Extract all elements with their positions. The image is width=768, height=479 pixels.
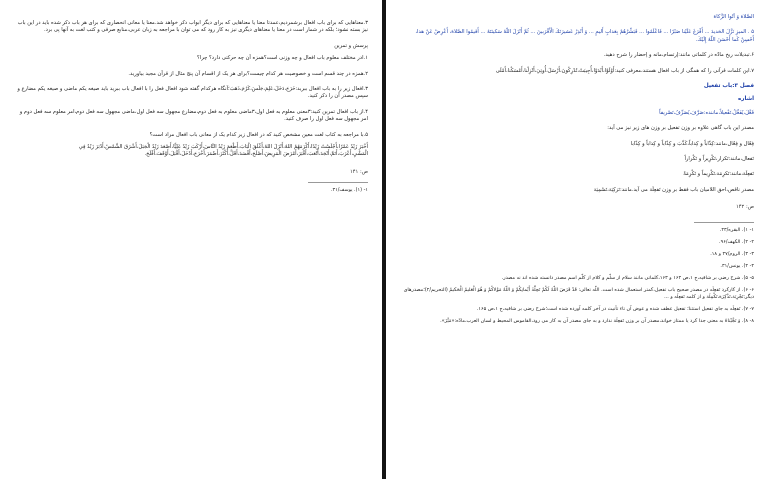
exercises-title: پرسش و تمرین (334, 42, 368, 49)
top-ayah-line: الصَّلاةَ وَ آتُوا الزَّكاةَ (713, 14, 754, 20)
footnote-6: ۶- ۶). از کارکرد تَفعِلَه در مصدر صحیح باب تفعیل،کمتر استعمال شده است. اللّه تعالی: قَدْ فَرَضَ اللّهُ لَكُمْ تَحِلَّةَ أَيْمانِكُمْ وَ اللّهُ مَوْلاكُمْ وَ هُوَ الْعَليمُ الْحَكيمُ (التحریم/۲)؛مصدرهای دیگر:تَجْرِبَة،تَذْكِرَة،تَكْمِلَة و از کلمه تَفعِلَه و ... (403, 286, 754, 300)
right-paragraph-1: ۵ . الميزِ نَزَّلَ الحَديدَ ... أَفْرَغَ عَلَيْنا صَبْرًا ... فَاعْلَمُوا ... فَبَشِّرْهُمْ بِعَذابٍ أَليمٍ ... وَ أَنْذِرْ عَشيرَتَكَ الْأَقْرَبينَ ... ثُمَّ أَنْزَلَ اللّهُ سَكينَتَهُ ... أَقيمُوا الصَّلاةَ، أَعْرِضْ عَنْ هذا، أَحْسِنْ كَما أَحْسَنَ اللّهُ إِلَيْكَ. (415, 29, 754, 43)
left-page-content (16, 20, 368, 199)
chapter-heading: فصل ۳:باب تفعیل (703, 83, 754, 90)
footnote-7: ۷- ۷). تَفعِلَه به جای تفعیل استثنا؛ تفعیل عطف شده و عوض آن تاء تأنیث در آخر کلمه آورده شده است؛شرح رضی بر شافیه،ج ۱،ص ۱۶۵. (476, 305, 754, 312)
section-subheading: اشاره (737, 96, 754, 103)
footnote-3: ۳- ۳). الروم/۴۷ و ۱۸. (710, 250, 754, 257)
left-paragraph-4: ۳.افعال زیر را به باب افعال ببرید:خَرَجَ،دَخَلَ،عَلِمَ،جَلَسَ،کَرُمَ،ذَهَبَ؛آنگاه هرکدام گفته شود افعال فعل را با افعال باب ببرید باید صیغه یکم ماضی و صیغه یکم مضارع و سپس مصدر آن را ذکر کنید. (17, 86, 368, 100)
left-paragraph-2: ۱.ادر مختلف معلوم باب افعال و چه وزنی است؟همزه آن چه حرکتی دارد؟ چرا؟ (197, 55, 368, 62)
footnote-8: ۸- ۸). وَ نَجَّيْناهُ به معنی جدا کرد یا ممتاز خواند،مصدر آن بر وزن تَفعِلَة ندارد و به جای مصدر آن به کار می رود،القاموس المحیط و لسان العرب،مادّه:«مَيَّزَ». (440, 317, 754, 324)
footnote-divider (694, 222, 754, 223)
right-page-content (402, 14, 754, 330)
body-line-3: تَفعال،مانند:تَكرار،تَكْرِيراً و تَكْراراً (684, 156, 754, 163)
left-paragraph-1: ۳.معناهایی که برای باب افعال برشمردیم،عمدتا معنا یا معناهایی که برای دیگر ابواب ذکر خواهد شد.معنا یا معانی انحصاری که برای هر باب ذکر شده باید در این باب نیز بسته نشود؛ بلکه در شمار است در معنا یا معناهای دیگری نیز به کار رود که می توان با مراجعه به زبان عربی،منابع صرفی و کتب لغت به آنها پی برد. (17, 20, 368, 34)
footnote-divider (308, 182, 368, 183)
body-line-4: تَفعِلَة،مانند:تَكرِمَة،تَكْرِيماً و تَكْرِمَةً (683, 171, 754, 178)
body-line-2: فِعّال و فِعّال،مانند:كِذّاباً و كِذاباً،كَذَّبَ و كِذّاباً و كِذاباً و كِذّابا (630, 140, 754, 147)
body-line-1: مصدر این باب گاهی علاوه بر وزن تفعیل بر وزن های زیر نیز می آید: (607, 125, 754, 132)
right-page-number: ص: ۱۴۲ (735, 204, 754, 211)
right-page (386, 0, 768, 479)
pattern-line: فَعَّلَ،يُفَعِّلُ،تَفْعيلاً،ماننده:صَرَّفَ،يُصَرِّفُ،تَصْريفاً (659, 109, 754, 116)
left-paragraph-5: ۴.از باب افعال تمرین کنید:۳معنی معلوم به فعل اول،۳ماضی معلوم به فعل دوم،مضارع مجهول سه فعل اول،ماضی مجهول سه فعل دوم،امر معلوم سه فعل دوم و امر مجهول سه فعل اول را صرف کنید. (19, 108, 368, 123)
footnote-2: ۲- ۲). الکهف/۹۶. (719, 238, 754, 245)
right-paragraph-2: ۶.تبدیلات ریخ مادّه در کلماتی مانند:إرتسام،مانه و إحضار را شرح دهید. (603, 52, 754, 59)
body-line-5: مصدر ناقص،احق اللامیان باب فقط بر وزن تَفعِلَة می آید.مانند:تَزكِيَة،تَسْمِيَة (593, 186, 754, 193)
footnote-1: ۱- ۱). البقره/۴۳. (719, 226, 754, 233)
right-paragraph-3: ۷.این کلمات قرآنی را که همگی از باب افعال هستند،معرفی کنید:أَوْلَوْا،أَبْدَوْا،أُجِيبَتْ،تُدْرِكُونَ،أَرْسَلَ،أُوتِيَ،أَنْزِلْنا،أَمْسَكْنا،أَمْلَى (495, 67, 754, 74)
footnote-4: ۴- ۴). یونس/۳۱. (720, 262, 754, 269)
footnote-5: ۵- ۵). شرح رضی بر شافیه،ج ۱،ص ۱۶۴ و ۱۶۳،کلماتی مانند سلام از سلّم و کلام از کلّم اسم مصدر دانسته شده اند نه مصدر. (501, 274, 754, 281)
left-page (0, 0, 382, 479)
left-paragraph-6: ۵.با مراجعه به کتاب لغت معین مشخص کنید که در افعال زیر کدام یک از معانی باب افعال مراد است؟ (149, 131, 368, 138)
left-page-number: ص: ۱۴۱ (349, 168, 368, 175)
arabic-passage: أَخْبَرَ زَيْدٌ عَمْرًا،أَجْلَسْتُ زَيْدًا،أَكْرَمَهُمُ اللهُ،أَنْزَلَ اللهُ،أَغْلَقَ الْبَابَ،أَطْعَمَ زَيْدٌ النَّاسَ،أَرْكَبَ زَيْدٌ عَلِيًّا،أَصْعَدَ زَيْدٌ الْجَبَلَ،أَشْرَقَ الشَّمْسُ،أَدْبَرَ زَيْدٌ فِي الْمَشْيِ،أَعْرَبَ،أَتَمَّ،أَنْجَدَ،أَتْعَبَ،أَقْبَرَ،أَمْرَضَ الْمَرِيضَ،أَصْلَحَ،أَفْسَدَ،أَقَلَّ،أَكْثَرَ،أَضْمَرَ،أَخْرَجَ،أَدْخَلَ،أَقْبَلَ،أَوْقَفَ،أَفْلَحَ. (78, 144, 368, 158)
left-footnote: ۱- (۱). یوسف/۳۱. (330, 187, 368, 194)
left-paragraph-3: ۲.همزه در چند قسم است و خصوصیت هر کدام چیست؟برای هر یک از اقسام آن پنج مثال از قرآن مجید بیاورید. (128, 70, 368, 77)
